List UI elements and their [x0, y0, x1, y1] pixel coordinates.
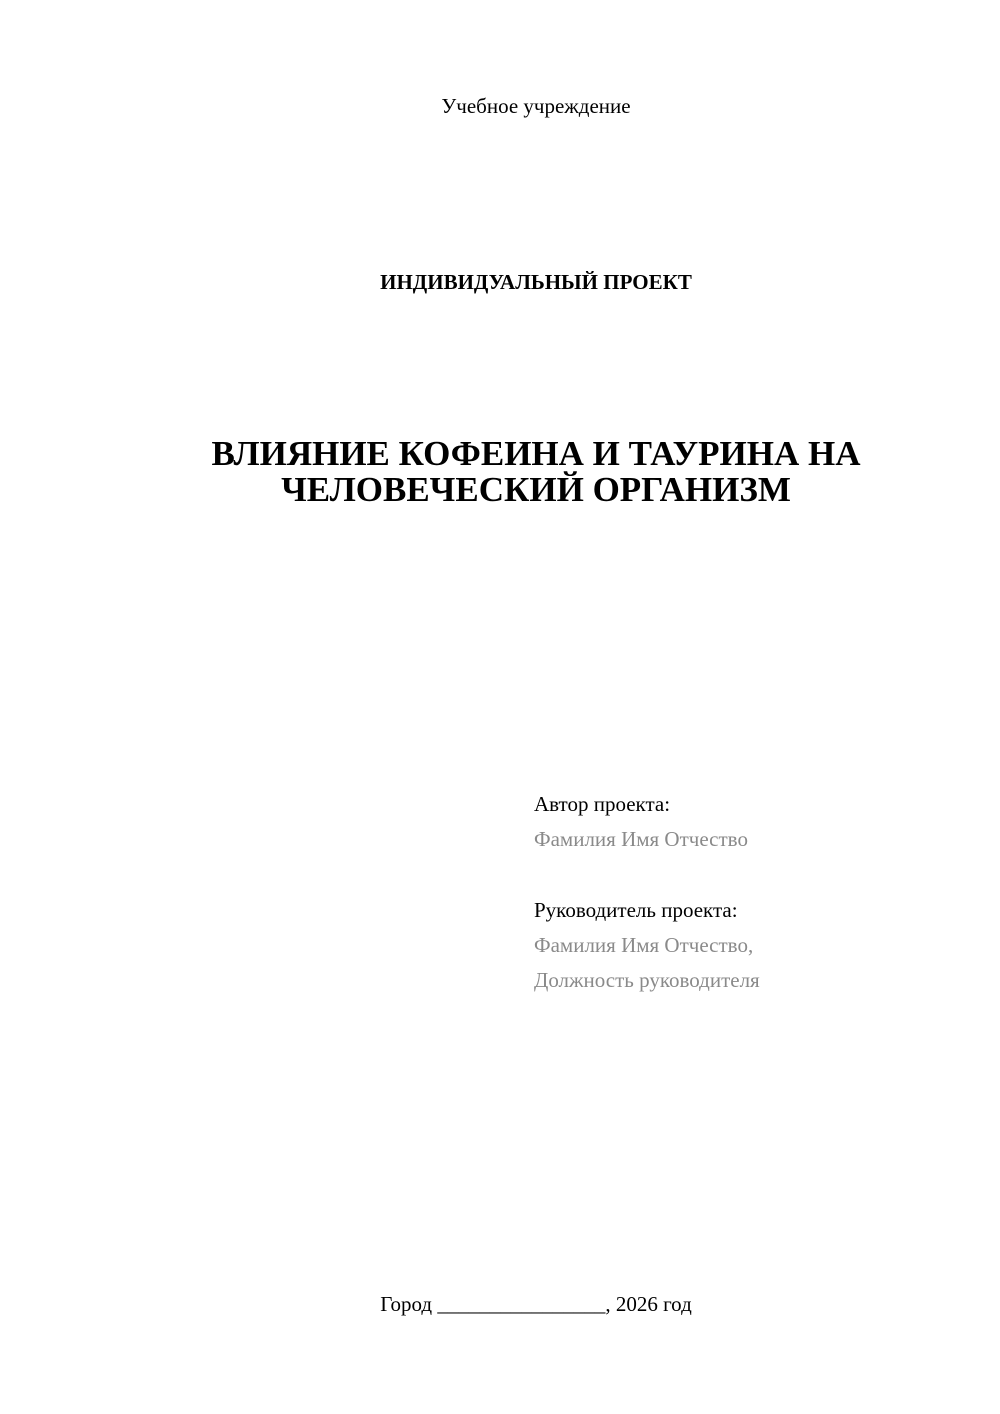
city-year-line: Город ________________, 2026 год — [380, 1292, 692, 1316]
supervisor-position: Должность руководителя — [534, 968, 760, 992]
project-title-line-2: ЧЕЛОВЕЧЕСКИЙ ОРГАНИЗМ — [281, 470, 791, 509]
institution-name: Учебное учреждение — [441, 94, 631, 118]
people-spacer — [534, 857, 974, 893]
document-type: ИНДИВИДУАЛЬНЫЙ ПРОЕКТ — [380, 270, 692, 294]
project-title — [120, 436, 952, 508]
project-people-block — [534, 787, 974, 998]
supervisor-label: Руководитель проекта: — [534, 898, 738, 922]
author-name: Фамилия Имя Отчество — [534, 827, 748, 851]
author-label: Автор проекта: — [534, 792, 671, 816]
project-title-line-1: ВЛИЯНИЕ КОФЕИНА И ТАУРИНА НА — [211, 434, 861, 473]
supervisor-name: Фамилия Имя Отчество, — [534, 933, 754, 957]
